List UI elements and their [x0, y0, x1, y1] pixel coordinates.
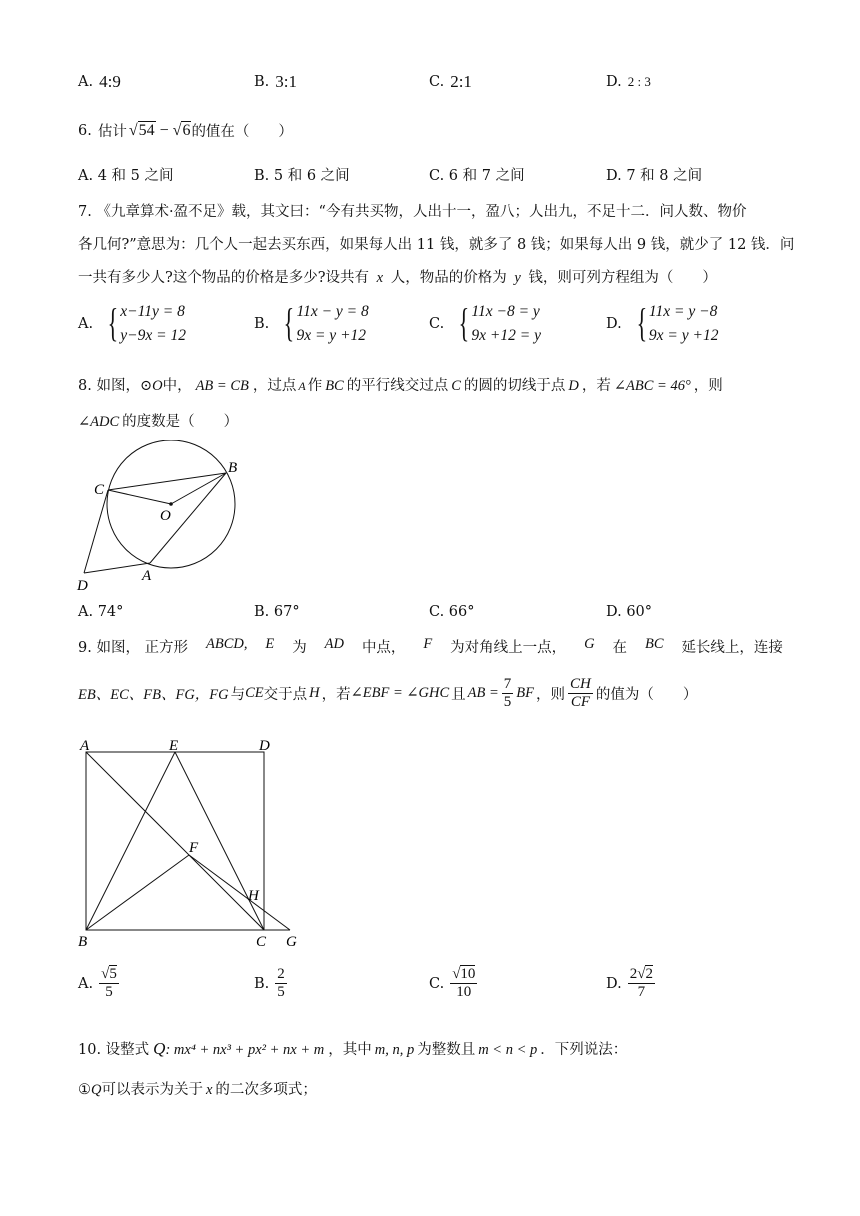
q8-text-d: 作 — [307, 378, 323, 394]
q7-var-x: x — [376, 270, 384, 286]
q9-option-d-label: D. — [606, 975, 622, 992]
q8-option-d: D. 60° — [606, 604, 653, 620]
q5-option-c-value: 2:1 — [450, 72, 472, 91]
q9-h: H — [309, 685, 320, 702]
q8-text-c: ，过点 — [252, 378, 297, 394]
q8-label-b: B — [228, 460, 238, 476]
q10-item-1 — [78, 1078, 317, 1099]
q9-option-d-rad: 2 — [645, 966, 653, 982]
q9-g: G — [584, 636, 595, 652]
q7-option-b: B. { 11x − y = 8 9x = y +12 — [254, 300, 369, 348]
q9-ratio — [568, 676, 593, 712]
q9-label-c: C — [256, 934, 267, 950]
q5-option-d — [606, 74, 651, 90]
q7-option-c-eq2: 9x +12 = y — [471, 327, 541, 344]
q9-text-t11: 的值为（ ） — [595, 687, 698, 704]
q6-number: 6. — [78, 122, 92, 139]
q5-option-a — [78, 72, 121, 92]
q10-stem — [78, 1038, 627, 1059]
q10-item1-text-c: 的二次多项式； — [215, 1082, 317, 1098]
q5-option-b — [254, 72, 297, 92]
q6-sqrt-6: √6 — [172, 121, 191, 139]
q8-label-a: A — [142, 568, 152, 584]
q8-text-g: ，若 — [581, 378, 611, 394]
q7-option-d: D. { 11x = y −8 9x = y +12 — [606, 300, 718, 348]
q5-option-d-value: 2 : 3 — [627, 74, 651, 89]
q9-seg-fg — [189, 855, 290, 930]
q6-sqrt-54: √54 — [128, 121, 155, 139]
q9-text-t9: 且 — [451, 687, 466, 704]
q9-option-d-den: 7 — [637, 984, 646, 1001]
q10-text-d: ．下列说法： — [540, 1042, 628, 1058]
q9-f: F — [423, 636, 433, 652]
q8-line-2 — [78, 410, 238, 431]
q5-option-c-label: C. — [429, 74, 445, 90]
q10-item1-marker: ① — [78, 1082, 91, 1098]
q9-text-t7: 交于点 — [263, 687, 308, 704]
q10-q: Q — [153, 1039, 166, 1058]
q9-option-a: A. $\frac{√5}{5}$ — [78, 966, 117, 1001]
q10-item1-text-b: 可以表示为关于 — [101, 1082, 203, 1098]
q9-option-d-coef: 2 — [629, 966, 638, 982]
q9-bc: BC — [644, 636, 664, 652]
q8-point-a: A — [298, 379, 306, 393]
q9-figure — [72, 734, 312, 954]
q10-text-a: 10. 设整式 — [78, 1042, 150, 1058]
q7-option-d-eq2: 9x = y +12 — [648, 327, 719, 344]
q9-seg-eb — [86, 752, 175, 930]
q6-radicand-2: 6 — [182, 121, 191, 139]
q8-seg-cd — [84, 490, 108, 573]
q8-circle-o: ⊙O — [139, 378, 163, 394]
q9-text-t6: 与 — [230, 687, 246, 704]
q7-option-a-eq1: x−11y = 8 — [120, 303, 185, 320]
q9-segs: EB、EC、FB、FG，FG — [78, 687, 229, 704]
q9-option-c-label: C. — [429, 975, 445, 992]
q8-text-e: 的平行线交过点 — [346, 378, 449, 394]
q8-text-b: 中， — [162, 378, 192, 394]
q9-option-a-num: 5 — [109, 966, 117, 982]
q8-seg-da — [84, 563, 150, 573]
q10-ineq: m < n < p — [478, 1042, 538, 1058]
q9-text-t8: ，若 — [321, 687, 351, 704]
q8-text-l2: 的度数是（ ） — [122, 414, 239, 430]
q7-line-3a: 一共有多少人?这个物品的价格是多少?设共有 — [78, 270, 370, 286]
q10-text-b: ，其中 — [328, 1042, 372, 1058]
q9-text-t4: 在 — [612, 640, 628, 656]
q8-point-c: C — [451, 378, 461, 394]
q7-option-c-eq1: 11x −8 = y — [471, 303, 540, 320]
q6-option-c: C. 6 和 7 之间 — [429, 168, 525, 184]
q7-option-c: C. { 11x −8 = y 9x +12 = y — [429, 300, 541, 348]
q8-angle-adc: ∠ADC — [78, 414, 120, 430]
q10-vars: m, n, p — [374, 1042, 415, 1058]
q8-figure — [70, 440, 260, 595]
q9-diagonal-ac — [86, 752, 264, 930]
q9-text-1: 9. 如图， 正方形 — [78, 640, 189, 656]
q9-option-c: C. $\frac{√10}{10}$ — [429, 966, 476, 1001]
q9-option-d: D. $\frac{2√2}{7}$ — [606, 966, 653, 1001]
q7-line-3b: 人，物品的价格为 — [390, 270, 507, 286]
q9-option-c-num: 10 — [460, 966, 476, 982]
q9-text-t10: ，则 — [536, 687, 566, 704]
q9-label-g: G — [286, 934, 297, 950]
q10-item1-q: Q — [91, 1082, 102, 1098]
q9-ad: AD — [324, 636, 344, 652]
q10-text-c: 为整数且 — [417, 1042, 476, 1058]
q9-ratio-num: CH — [568, 676, 593, 694]
q8-text-f: 的圆的切线于点 — [463, 378, 566, 394]
q7-line-2: 各几何?”意思为：几个人一起去买东西，如果每人出 11 钱，就多了 8 钱；如果每人出 9 钱，就少了 12 钱．问 — [78, 237, 795, 253]
q9-label-f: F — [189, 840, 199, 856]
q9-option-b-label: B. — [254, 975, 270, 992]
q7-option-b-eq1: 11x − y = 8 — [296, 303, 369, 320]
q8-label-d: D — [77, 578, 88, 594]
q9-option-b-num: 2 — [275, 966, 287, 984]
q9-label-e: E — [169, 738, 179, 754]
q9-angles: ∠EBF = ∠GHC — [350, 685, 450, 702]
q5-option-a-value: 4:9 — [99, 72, 121, 91]
q8-point-d: D — [568, 378, 579, 394]
q9-e: E — [265, 636, 275, 652]
q9-text-t5: 延长线上，连接 — [681, 640, 783, 656]
q6-option-d: D. 7 和 8 之间 — [606, 168, 703, 184]
q9-option-b-den: 5 — [277, 984, 285, 1001]
q8-seg-ob — [171, 473, 226, 504]
q9-frac-den: 5 — [503, 694, 512, 711]
q9-frac-7-5 — [502, 676, 514, 712]
q9-line-1 — [78, 636, 783, 657]
q5-option-c — [429, 72, 472, 92]
q7-option-a-eq2: y−9x = 12 — [120, 327, 186, 344]
q9-text-t1: 为 — [292, 640, 307, 656]
q10-item1-x: x — [205, 1082, 213, 1098]
q7-option-a-label: A. — [78, 316, 94, 332]
q8-seg-co — [108, 490, 171, 504]
q6-option-b: B. 5 和 6 之间 — [254, 168, 350, 184]
q9-bf: BF — [516, 685, 535, 702]
q7-option-d-eq1: 11x = y −8 — [648, 303, 718, 320]
q8-label-c: C — [94, 482, 105, 498]
q6-option-a: A. 4 和 5 之间 — [78, 168, 174, 184]
q9-label-d: D — [259, 738, 270, 754]
q9-option-c-den: 10 — [456, 984, 472, 1001]
q7-line-1: 7. 《九章算术·盈不足》载，其文曰：“今有共买物，人出十一，盈八；人出九，不足十二．问人数、物价 — [78, 204, 747, 220]
q7-option-b-label: B. — [254, 316, 270, 332]
q8-center-dot — [169, 502, 173, 506]
q6-minus: − — [159, 121, 169, 139]
q8-ab-eq-cb: AB = CB — [195, 378, 249, 394]
q8-option-a: A. 74° — [78, 604, 124, 620]
q8-label-o: O — [160, 508, 171, 524]
q7-option-a: A. { x−11y = 8 y−9x = 12 — [78, 300, 186, 348]
q6-suffix: 的值在（ ） — [191, 124, 293, 140]
q8-seg-bc: BC — [325, 378, 344, 394]
q5-option-a-label: A. — [78, 74, 94, 90]
q7-option-c-label: C. — [429, 316, 445, 332]
q8-text-a: 8. 如图， — [78, 378, 140, 394]
q9-text-t3: 为对角线上一点， — [450, 640, 567, 656]
q5-option-b-label: B. — [254, 74, 270, 90]
q5-option-b-value: 3:1 — [275, 72, 297, 91]
q9-option-a-label: A. — [78, 975, 94, 992]
q9-option-b — [254, 966, 290, 1002]
q6-prefix: 估计 — [97, 124, 127, 140]
q5-option-d-label: D. — [606, 74, 622, 90]
q8-line-1 — [78, 374, 723, 395]
q9-ce: CE — [245, 685, 264, 702]
q6-radicand-1: 54 — [138, 121, 155, 139]
q9-option-a-den: 5 — [105, 984, 113, 1001]
q7-line-3 — [78, 266, 717, 287]
q7-option-b-eq2: 9x = y +12 — [296, 327, 367, 344]
q9-abcd: ABCD, — [206, 636, 248, 652]
q9-label-a: A — [80, 738, 90, 754]
q8-option-b: B. 67° — [254, 604, 300, 620]
q8-angle-abc: ∠ABC = 46° — [613, 378, 691, 394]
q9-ratio-den: CF — [570, 694, 591, 711]
q9-label-h: H — [248, 888, 259, 904]
q6-stem — [78, 120, 293, 141]
q8-text-h: ，则 — [693, 378, 723, 394]
q7-var-y: y — [514, 270, 521, 286]
q9-label-b: B — [78, 934, 88, 950]
q9-seg-bf — [86, 855, 189, 930]
q7-line-3c: 钱，则可列方程组为（ ） — [528, 270, 717, 286]
q7-option-d-label: D. — [606, 316, 622, 332]
q9-frac-num: 7 — [502, 676, 514, 694]
q9-ab-eq: AB = — [467, 685, 499, 702]
q9-text-t2: 中点， — [361, 640, 406, 656]
q8-option-c: C. 66° — [429, 604, 475, 620]
q9-line-2 — [78, 676, 697, 712]
q10-expr: : mx⁴ + nx³ + px² + nx + m — [165, 1042, 325, 1058]
q8-seg-cb — [108, 473, 226, 490]
